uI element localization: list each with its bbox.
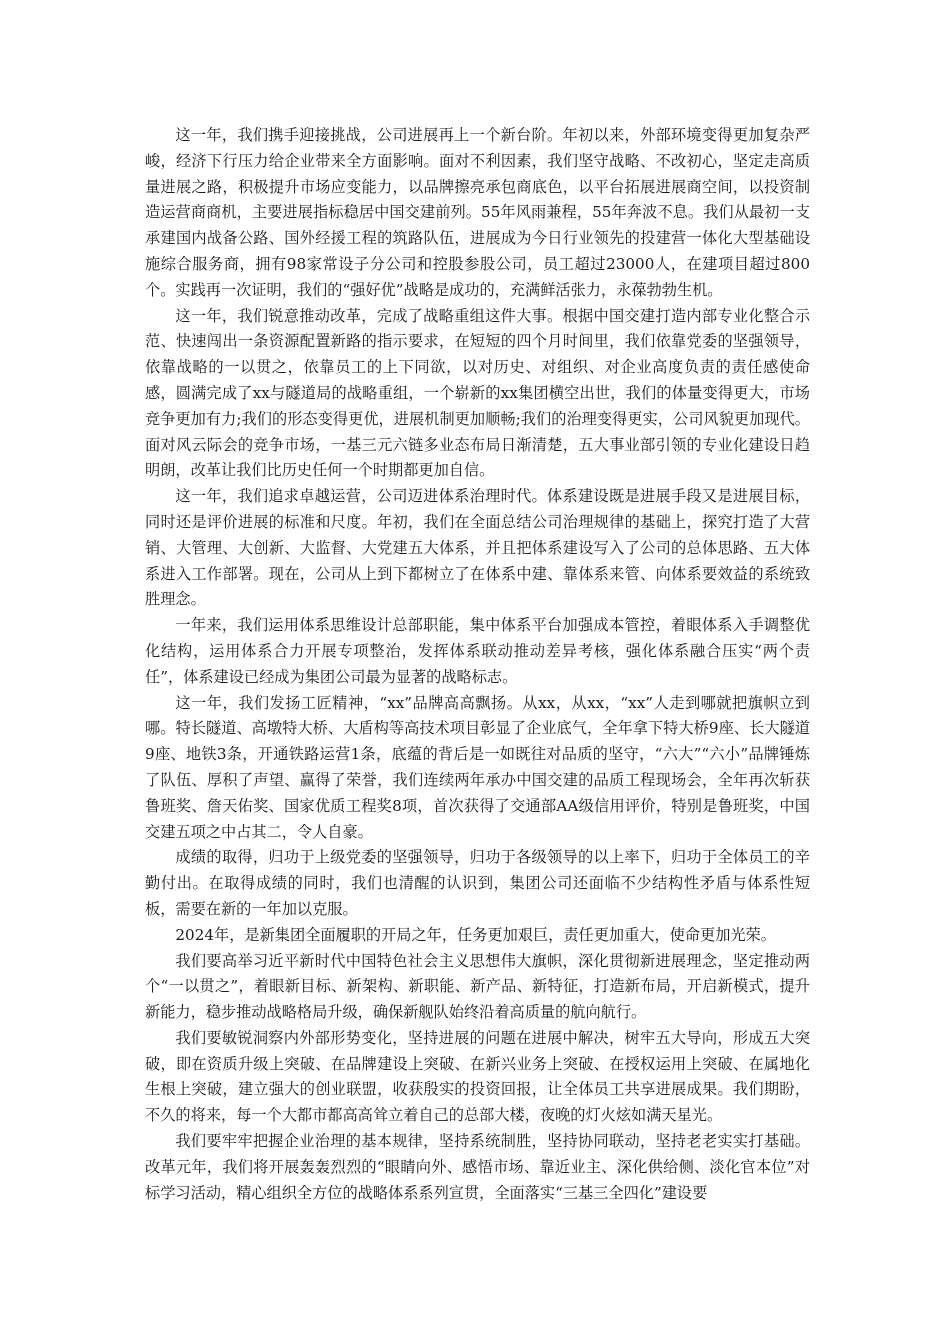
paragraph: 这一年，我们发扬工匠精神，“xx”品牌高高飘扬。从xx，从xx，“xx”人走到哪就把旗帜立到哪。特长隧道、高墩特大桥、大盾构等高技术项目彰显了企业底气，全年拿下特大桥9座、长大隧道9座、地铁3条，开通铁路运营1条，底蕴的背后是一如既往对品质的坚守，“六大”“六小”品牌锤炼了队伍、厚积了声望、赢得了荣誉，我们连续两年承办中国交建的品质工程现场会，全年再次斩获鲁班奖、詹天佑奖、国家优质工程奖8项，首次获得了交通部AA级信用评价，特别是鲁班奖，中国交建五项之中占其二，令人自豪。: [145, 693, 810, 841]
paragraph: 我们要高举习近平新时代中国特色社会主义思想伟大旗帜，深化贯彻新进展理念，坚定推动两个“一以贯之”，着眼新目标、新架构、新职能、新产品、新特征，打造新布局，开启新模式，提升新能力，稳步推动战略格局升级，确保新舰队始终沿着高质量的航向航行。: [145, 951, 810, 1022]
paragraph: 一年来，我们运用体系思维设计总部职能，集中体系平台加强成本管控，着眼体系入手调整优化结构，运用体系合力开展专项整治，发挥体系联动推动差异考核，强化体系融合压实“两个责任”，体系建设已经成为集团公司最为显著的战略标志。: [145, 616, 810, 686]
paragraph: 这一年，我们锐意推动改革，完成了战略重组这件大事。根据中国交建打造内部专业化整合示范、快速闯出一条资源配置新路的指示要求，在短短的四个月时间里，我们依靠党委的坚强领导，依靠战略的一以贯之，依靠员工的上下同欲，以对历史、对组织、对企业高度负责的责任感使命感，圆满完成了xx与隧道局的战略重组，一个崭新的xx集团横空出世，我们的体量变得更大，市场竞争更加有力;我们的形态变得更优，进展机制更加顺畅;我们的治理变得更实，公司风貌更加现代。面对风云际会的竞争市场，一基三元六链多业态布局日渐清楚，五大事业部引领的专业化建设日趋明朗，改革让我们比历史任何一个时期都更加自信。: [145, 306, 810, 480]
paragraph: 这一年，我们追求卓越运营，公司迈进体系治理时代。体系建设既是进展手段又是进展目标，同时还是评价进展的标准和尺度。年初，我们在全面总结公司治理规律的基础上，探究打造了大营销、大管理、大创新、大监督、大党建五大体系，并且把体系建设写入了公司的总体思路、五大体系进入工作部署。现在，公司从上到下都树立了在体系中建、靠体系来管、向体系要效益的系统致胜理念。: [145, 487, 810, 609]
paragraph: 2024年，是新集团全面履职的开局之年，任务更加艰巨，责任更加重大，使命更加光荣。: [175, 925, 776, 944]
paragraph: 成绩的取得，归功于上级党委的坚强领导，归功于各级领导的以上率下，归功于全体员工的辛勤付出。在取得成绩的同时，我们也清醒的认识到，集团公司还面临不少结构性矛盾与体系性短板，需要在新的一年加以克服。: [145, 848, 810, 918]
paragraph: 这一年，我们携手迎接挑战，公司进展再上一个新台阶。年初以来，外部环境变得更加复杂严峻，经济下行压力给企业带来全方面影响。面对不利因素，我们坚守战略、不改初心，坚定走高质量进展之路，积极提升市场应变能力，以品牌擦亮承包商底色，以平台拓展进展商空间，以投资制造运营商商机，主要进展指标稳居中国交建前列。55年风雨兼程，55年奔波不息。我们从最初一支承建国内战备公路、国外经援工程的筑路队伍，进展成为今日行业领先的投建营一体化大型基础设施综合服务商，拥有98家常设子分公司和控股参股公司，员工超过23000人，在建项目超过800个。实践再一次证明，我们的“强好优”战略是成功的，充满鲜活张力，永葆勃勃生机。: [145, 126, 810, 299]
document-body: [145, 123, 810, 1206]
paragraph: 我们要牢牢把握企业治理的基本规律，坚持系统制胜，坚持协同联动，坚持老老实实打基础。改革元年，我们将开展轰轰烈烈的“眼睛向外、感悟市场、靠近业主、深化供给侧、淡化官本位”对标学习活动，精心组织全方位的战略体系系列宣贯，全面落实“三基三全四化”建设要: [145, 1132, 810, 1202]
paragraph: 我们要敏锐洞察内外部形势变化，坚持进展的问题在进展中解决，树牢五大导向，形成五大突破，即在资质升级上突破、在品牌建设上突破、在新兴业务上突破、在授权运用上突破、在属地化生根上突破，建立强大的创业联盟，收获殷实的投资回报，让全体员工共享进展成果。我们期盼，不久的将来，每一个大都市都高高耸立着自己的总部大楼，夜晚的灯火炫如满天星光。: [145, 1028, 810, 1125]
